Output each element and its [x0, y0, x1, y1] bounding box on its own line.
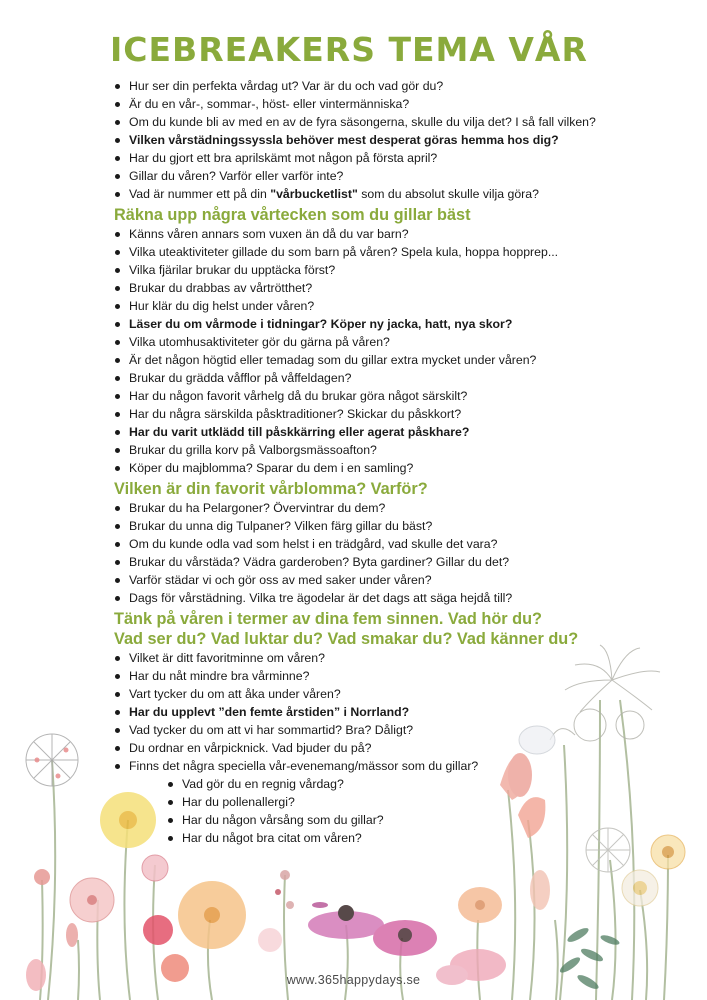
list-item: Har du någon vårsång som du gillar?	[167, 811, 699, 829]
list-item: Köper du majblomma? Sparar du dem i en samling?	[114, 459, 699, 477]
list-item: Har du någon favorit vårhelg då du brukar göra något särskilt?	[114, 387, 699, 405]
list-item: Brukar du grilla korv på Valborgsmässoafton?	[114, 441, 699, 459]
list-item: Brukar du drabbas av vårtrötthet?	[114, 279, 699, 297]
section-heading: Tänk på våren i termer av dina fem sinnen. Vad hör du?	[114, 610, 542, 628]
list-item-text: Vad är nummer ett på din	[129, 187, 271, 201]
question-list-senses	[114, 649, 699, 775]
list-item: Hur klär du dig helst under våren?	[114, 297, 699, 315]
list-item-text: som du absolut skulle vilja göra?	[357, 187, 539, 201]
list-item: Du ordnar en vårpicknick. Vad bjuder du på?	[114, 739, 699, 757]
list-item: Har du upplevt ”den femte årstiden” i Norrland?	[114, 703, 699, 721]
section-heading: Vilken är din favorit vårblomma? Varför?	[114, 480, 428, 498]
list-item: Har du nåt mindre bra vårminne?	[114, 667, 699, 685]
list-item: Vilka uteaktiviteter gillade du som barn på våren? Spela kula, hoppa hopprep...	[114, 243, 699, 261]
list-item: Varför städar vi och gör oss av med saker under våren?	[114, 571, 699, 589]
footer-url: www.365happydays.se	[286, 973, 421, 987]
list-item: Har du pollenallergi?	[167, 793, 699, 811]
list-item-emphasis: "vårbucketlist"	[270, 187, 358, 201]
list-item: Hur ser din perfekta vårdag ut? Var är du och vad gör du?	[114, 77, 699, 95]
list-item: Vad gör du en regnig vårdag?	[167, 775, 699, 793]
content	[114, 77, 699, 847]
list-item: Har du något bra citat om våren?	[167, 829, 699, 847]
list-item: Har du gjort ett bra aprilskämt mot någon på första april?	[114, 149, 699, 167]
list-item: Om du kunde odla vad som helst i en trädgård, vad skulle det vara?	[114, 535, 699, 553]
list-item: Läser du om vårmode i tidningar? Köper ny jacka, hatt, nya skor?	[114, 315, 699, 333]
list-item: Gillar du våren? Varför eller varför inte?	[114, 167, 699, 185]
question-sublist	[167, 775, 699, 847]
list-item: Vart tycker du om att åka under våren?	[114, 685, 699, 703]
list-item: Vilka utomhusaktiviteter gör du gärna på våren?	[114, 333, 699, 351]
question-list-intro	[114, 77, 699, 203]
question-list-flowers	[114, 499, 699, 607]
list-item: Brukar du grädda våfflor på våffeldagen?	[114, 369, 699, 387]
list-item: Har du varit utklädd till påskkärring eller agerat påskhare?	[114, 423, 699, 441]
section-heading: Vad ser du? Vad luktar du? Vad smakar du? Vad känner du?	[114, 630, 579, 648]
list-item: Vilken vårstädningssyssla behöver mest desperat göras hemma hos dig?	[114, 131, 699, 149]
list-item: Vad tycker du om att vi har sommartid? Bra? Dåligt?	[114, 721, 699, 739]
list-item: Vilket är ditt favoritminne om våren?	[114, 649, 699, 667]
list-item: Har du några särskilda påsktraditioner? Skickar du påskkort?	[114, 405, 699, 423]
list-item: Brukar du unna dig Tulpaner? Vilken färg gillar du bäst?	[114, 517, 699, 535]
list-item	[114, 185, 699, 203]
list-item: Brukar du vårstäda? Vädra garderoben? Byta gardiner? Gillar du det?	[114, 553, 699, 571]
list-item: Känns våren annars som vuxen än då du var barn?	[114, 225, 699, 243]
list-item: Brukar du ha Pelargoner? Övervintrar du dem?	[114, 499, 699, 517]
section-heading: Räkna upp några vårtecken som du gillar bäst	[114, 206, 471, 224]
list-item: Finns det några speciella vår-evenemang/mässor som du gillar?	[114, 757, 699, 775]
list-item: Om du kunde bli av med en av de fyra säsongerna, skulle du vilja det? I så fall vilken?	[114, 113, 699, 131]
question-list-signs	[114, 225, 699, 477]
page-title: ICEBREAKERS TEMA VÅR	[110, 30, 588, 69]
list-item: Vilka fjärilar brukar du upptäcka först?	[114, 261, 699, 279]
list-item: Är du en vår-, sommar-, höst- eller vintermänniska?	[114, 95, 699, 113]
list-item: Dags för vårstädning. Vilka tre ägodelar är det dags att säga hejdå till?	[114, 589, 699, 607]
list-item: Är det någon högtid eller temadag som du gillar extra mycket under våren?	[114, 351, 699, 369]
